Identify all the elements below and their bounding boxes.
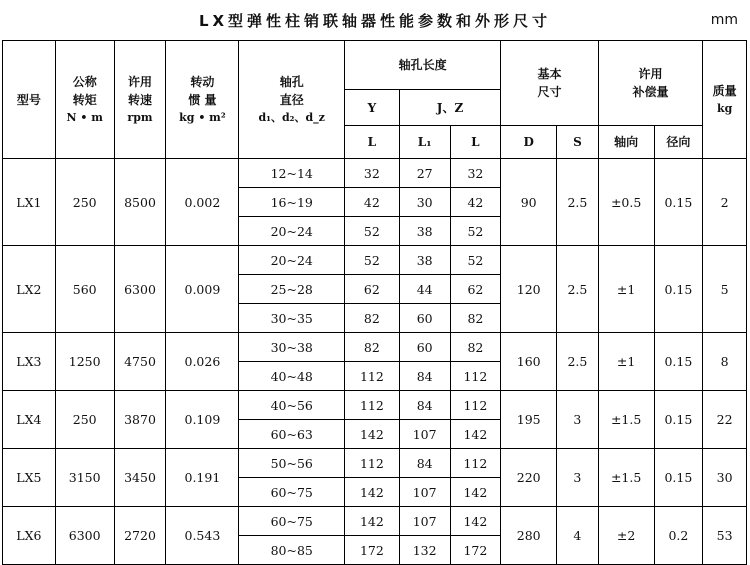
cell-length-y: 172 (344, 536, 399, 565)
header-radial: 径向 (654, 126, 703, 159)
header-speed-unit: rpm (127, 110, 153, 124)
cell-length-l1: 38 (399, 217, 450, 246)
table-row (3, 507, 747, 536)
table-row (3, 449, 747, 478)
cell-speed: 6300 (114, 246, 166, 333)
cell-d: 195 (501, 391, 557, 449)
header-inertia (166, 41, 239, 159)
cell-torque: 560 (55, 246, 114, 333)
cell-length-l: 82 (450, 333, 501, 362)
cell-inertia: 0.543 (166, 507, 239, 565)
cell-model: LX5 (3, 449, 56, 507)
cell-model: LX6 (3, 507, 56, 565)
cell-length-y: 142 (344, 420, 399, 449)
cell-speed: 4750 (114, 333, 166, 391)
cell-bore-diameter: 80~85 (239, 536, 345, 565)
header-compensation-line2: 补偿量 (632, 85, 669, 99)
cell-d: 160 (501, 333, 557, 391)
cell-speed: 3450 (114, 449, 166, 507)
cell-s: 2.5 (557, 246, 599, 333)
header-bore-diameter (239, 41, 345, 159)
cell-bore-diameter: 40~48 (239, 362, 345, 391)
cell-mass: 22 (703, 391, 747, 449)
spec-table (2, 40, 747, 565)
header-basic-size-line1: 基本 (537, 67, 562, 81)
cell-length-l: 142 (450, 478, 501, 507)
header-torque-line2: 转矩 (72, 92, 97, 107)
table-body (3, 159, 747, 565)
cell-mass: 2 (703, 159, 747, 246)
cell-bore-diameter: 60~75 (239, 478, 345, 507)
page-title: LX型弹性柱销联轴器性能参数和外形尺寸 (198, 12, 552, 30)
header-bore-line2: 直径 (279, 92, 304, 107)
cell-length-y: 142 (344, 507, 399, 536)
cell-length-y: 62 (344, 275, 399, 304)
cell-radial: 0.15 (654, 333, 703, 391)
cell-length-l: 112 (450, 362, 501, 391)
cell-length-l1: 107 (399, 478, 450, 507)
cell-torque: 250 (55, 391, 114, 449)
cell-speed: 2720 (114, 507, 166, 565)
cell-s: 2.5 (557, 333, 599, 391)
cell-length-l: 52 (450, 217, 501, 246)
cell-length-l1: 84 (399, 449, 450, 478)
cell-model: LX4 (3, 391, 56, 449)
cell-bore-diameter: 25~28 (239, 275, 345, 304)
cell-length-y: 42 (344, 188, 399, 217)
header-torque-unit: N • m (66, 110, 103, 124)
cell-speed: 3870 (114, 391, 166, 449)
cell-length-l1: 107 (399, 507, 450, 536)
cell-length-l: 112 (450, 391, 501, 420)
cell-length-y: 52 (344, 217, 399, 246)
header-jz: J、Z (399, 90, 501, 126)
cell-length-l1: 44 (399, 275, 450, 304)
cell-inertia: 0.191 (166, 449, 239, 507)
cell-length-y: 112 (344, 391, 399, 420)
cell-s: 4 (557, 507, 599, 565)
header-inertia-line1: 转动 (190, 74, 215, 89)
cell-length-l1: 38 (399, 246, 450, 275)
cell-mass: 30 (703, 449, 747, 507)
cell-axial: ±0.5 (598, 159, 654, 246)
cell-bore-diameter: 40~56 (239, 391, 345, 420)
cell-length-l: 32 (450, 159, 501, 188)
cell-inertia: 0.109 (166, 391, 239, 449)
header-s: S (557, 126, 599, 159)
cell-length-l: 112 (450, 449, 501, 478)
cell-mass: 53 (703, 507, 747, 565)
cell-length-l1: 84 (399, 362, 450, 391)
cell-radial: 0.15 (654, 246, 703, 333)
cell-d: 120 (501, 246, 557, 333)
cell-length-y: 52 (344, 246, 399, 275)
header-bore-length: 轴孔长度 (344, 41, 500, 90)
header-y: Y (344, 90, 399, 126)
cell-length-l1: 84 (399, 391, 450, 420)
cell-length-l: 82 (450, 304, 501, 333)
cell-length-y: 112 (344, 449, 399, 478)
cell-bore-diameter: 30~35 (239, 304, 345, 333)
header-bore-line1: 轴孔 (279, 74, 304, 89)
cell-length-l1: 27 (399, 159, 450, 188)
cell-axial: ±2 (598, 507, 654, 565)
cell-torque: 1250 (55, 333, 114, 391)
cell-bore-diameter: 20~24 (239, 246, 345, 275)
cell-bore-diameter: 30~38 (239, 333, 345, 362)
header-speed-line1: 许用 (127, 74, 152, 89)
title-bar (0, 0, 750, 40)
table-row (3, 333, 747, 362)
cell-bore-diameter: 50~56 (239, 449, 345, 478)
cell-length-y: 142 (344, 478, 399, 507)
cell-axial: ±1.5 (598, 449, 654, 507)
cell-radial: 0.15 (654, 391, 703, 449)
cell-inertia: 0.002 (166, 159, 239, 246)
cell-length-y: 32 (344, 159, 399, 188)
header-compensation (598, 41, 703, 126)
cell-length-l: 172 (450, 536, 501, 565)
cell-axial: ±1 (598, 246, 654, 333)
cell-s: 3 (557, 449, 599, 507)
cell-length-y: 112 (344, 362, 399, 391)
cell-inertia: 0.009 (166, 246, 239, 333)
cell-bore-diameter: 60~75 (239, 507, 345, 536)
header-mass (703, 41, 747, 159)
cell-model: LX3 (3, 333, 56, 391)
table-row (3, 246, 747, 275)
cell-bore-diameter: 60~63 (239, 420, 345, 449)
header-l-y: L (344, 126, 399, 159)
header-torque-line1: 公称 (72, 74, 97, 89)
header-basic-size (501, 41, 598, 126)
cell-length-l1: 107 (399, 420, 450, 449)
cell-speed: 8500 (114, 159, 166, 246)
header-speed (114, 41, 166, 159)
unit-label: mm (710, 12, 738, 28)
table-row (3, 391, 747, 420)
cell-length-l: 142 (450, 507, 501, 536)
cell-length-l1: 60 (399, 333, 450, 362)
table-header (3, 41, 747, 159)
cell-bore-diameter: 16~19 (239, 188, 345, 217)
header-d: D (501, 126, 557, 159)
cell-torque: 250 (55, 159, 114, 246)
cell-radial: 0.2 (654, 507, 703, 565)
cell-length-l: 62 (450, 275, 501, 304)
header-speed-line2: 转速 (127, 92, 152, 107)
cell-length-l1: 132 (399, 536, 450, 565)
header-inertia-line2: 惯 量 (188, 92, 217, 107)
header-basic-size-line2: 尺寸 (537, 85, 562, 99)
cell-mass: 8 (703, 333, 747, 391)
cell-inertia: 0.026 (166, 333, 239, 391)
cell-length-y: 82 (344, 304, 399, 333)
header-model: 型号 (3, 41, 56, 159)
header-mass-unit: kg (716, 101, 733, 115)
cell-bore-diameter: 12~14 (239, 159, 345, 188)
cell-model: LX1 (3, 159, 56, 246)
header-torque (55, 41, 114, 159)
cell-length-y: 82 (344, 333, 399, 362)
cell-length-l: 142 (450, 420, 501, 449)
cell-axial: ±1.5 (598, 391, 654, 449)
table-row (3, 159, 747, 188)
header-l-jz: L (450, 126, 501, 159)
header-axial: 轴向 (598, 126, 654, 159)
cell-d: 90 (501, 159, 557, 246)
header-mass-line1: 质量 (712, 83, 737, 98)
header-bore-symbols: d₁、d₂、d_z (258, 110, 325, 124)
cell-model: LX2 (3, 246, 56, 333)
header-inertia-unit: kg • m² (179, 110, 226, 124)
cell-torque: 3150 (55, 449, 114, 507)
cell-d: 220 (501, 449, 557, 507)
cell-axial: ±1 (598, 333, 654, 391)
header-l1-jz: L₁ (399, 126, 450, 159)
cell-length-l: 52 (450, 246, 501, 275)
cell-length-l1: 30 (399, 188, 450, 217)
cell-radial: 0.15 (654, 449, 703, 507)
cell-torque: 6300 (55, 507, 114, 565)
cell-mass: 5 (703, 246, 747, 333)
cell-radial: 0.15 (654, 159, 703, 246)
cell-bore-diameter: 20~24 (239, 217, 345, 246)
cell-length-l1: 60 (399, 304, 450, 333)
cell-d: 280 (501, 507, 557, 565)
cell-s: 2.5 (557, 159, 599, 246)
header-compensation-line1: 许用 (638, 67, 663, 81)
cell-s: 3 (557, 391, 599, 449)
cell-length-l: 42 (450, 188, 501, 217)
